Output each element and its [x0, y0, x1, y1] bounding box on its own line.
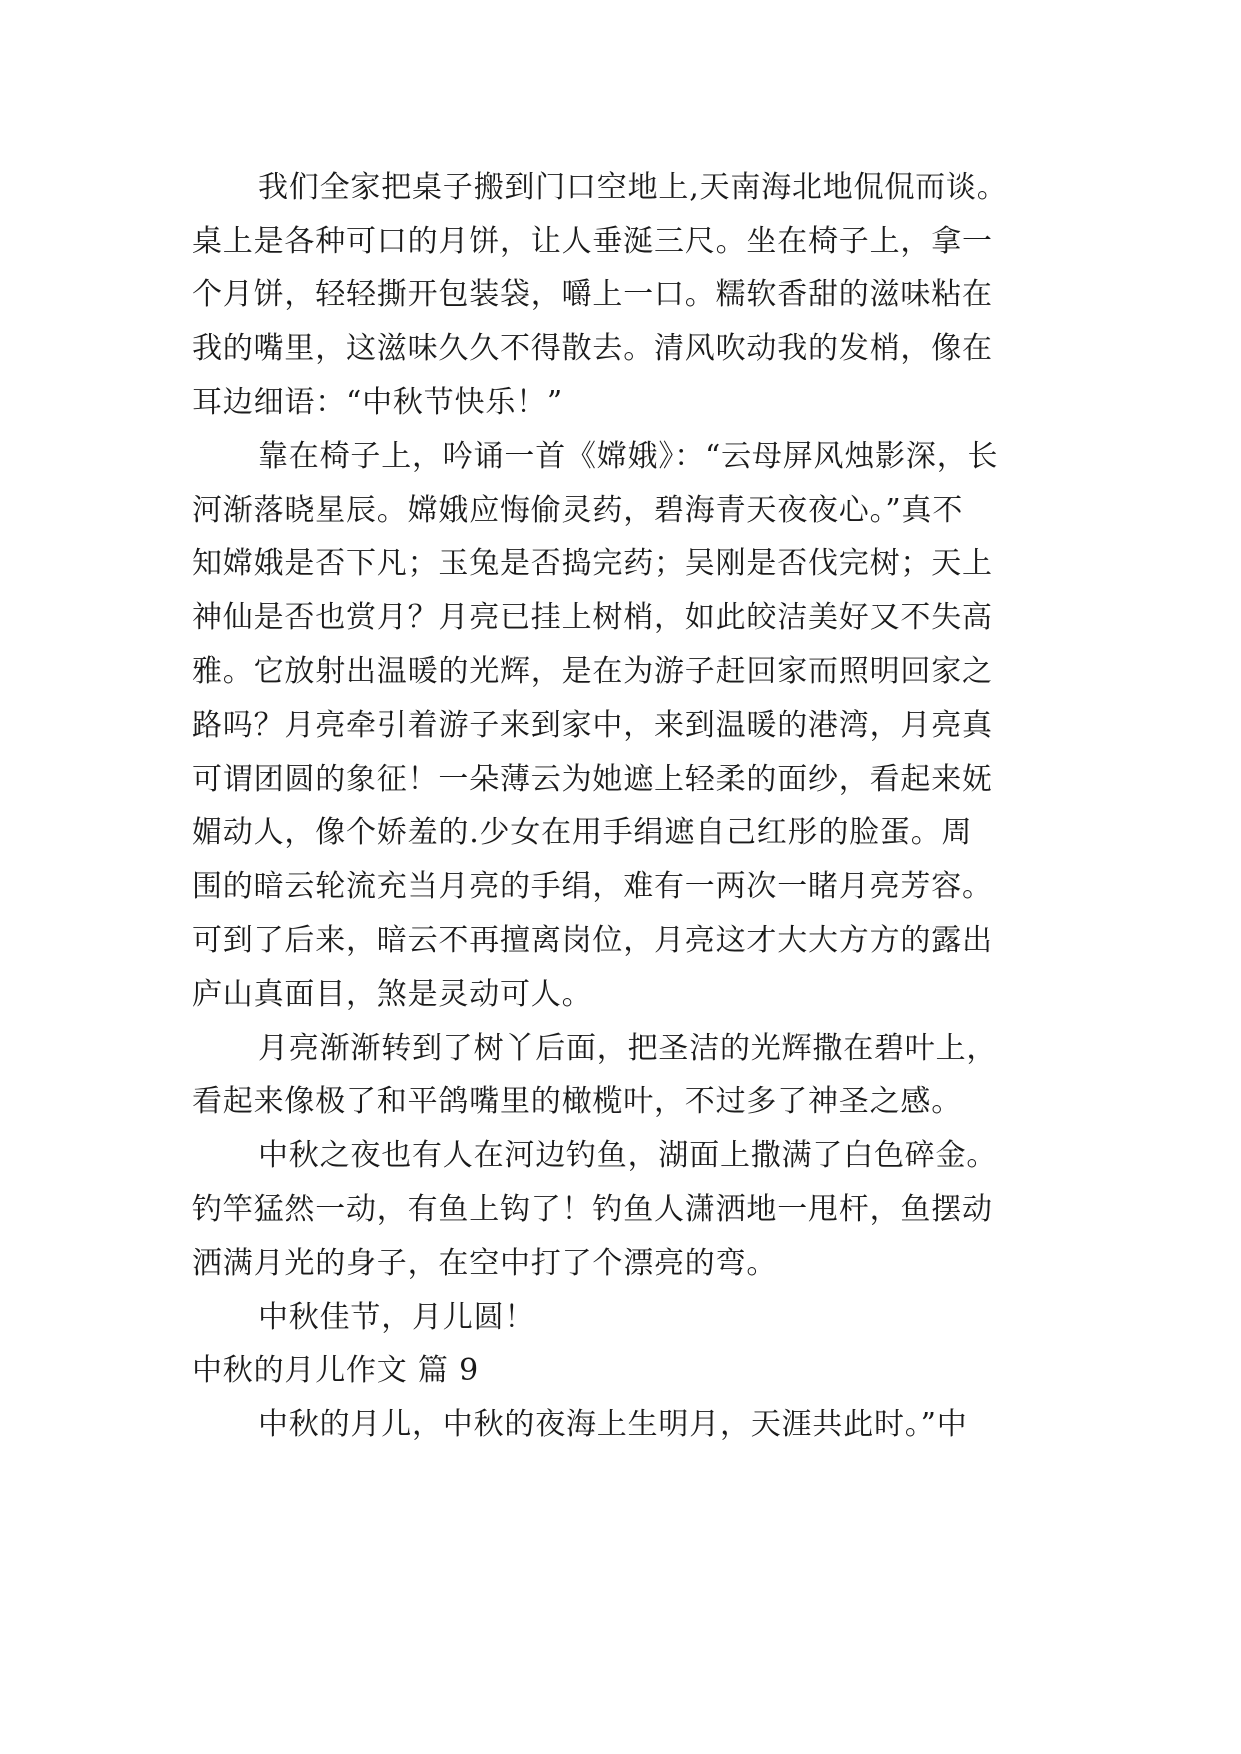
text-line: 围的暗云轮流充当月亮的手绢，难有一两次一睹月亮芳容。: [192, 869, 993, 904]
text-line: 中秋之夜也有人在河边钓鱼，湖面上撒满了白色碎金。: [258, 1138, 998, 1173]
text-line: 知嫦娥是否下凡；玉兔是否捣完药；吴刚是否伐完树；天上: [192, 546, 993, 581]
text-line: 可谓团圆的象征！一朵薄云为她遮上轻柔的面纱，看起来妩: [192, 762, 993, 797]
text-line: 洒满月光的身子，在空中打了个漂亮的弯。: [192, 1246, 778, 1281]
text-line: 河渐落晓星辰。嫦娥应悔偷灵药，碧海青天夜夜心。”真不: [192, 493, 964, 528]
text-line: 中秋佳节，月儿圆！: [258, 1300, 536, 1335]
text-line: 雅。它放射出温暖的光辉，是在为游子赶回家而照明回家之: [192, 654, 993, 689]
text-line: 可到了后来，暗云不再擅离岗位，月亮这才大大方方的露出: [192, 923, 993, 958]
text-line: 中秋的月儿，中秋的夜海上生明月，天涯共此时。”中: [258, 1407, 968, 1442]
text-line: 月亮渐渐转到了树丫后面，把圣洁的光辉撒在碧叶上，: [258, 1031, 998, 1066]
text-line: 个月饼，轻轻撕开包装袋，嚼上一口。糯软香甜的滋味粘在: [192, 277, 993, 312]
section-heading: 中秋的月儿作文 篇 9: [192, 1353, 479, 1388]
text-line: 靠在椅子上，吟诵一首《嫦娥》：“云母屏风烛影深，长: [258, 439, 999, 474]
text-line: 我的嘴里，这滋味久久不得散去。清风吹动我的发梢，像在: [192, 331, 993, 366]
text-line: 桌上是各种可口的月饼，让人垂涎三尺。坐在椅子上，拿一: [192, 224, 993, 259]
text-line: 庐山真面目，煞是灵动可人。: [192, 977, 593, 1012]
text-line: 神仙是否也赏月？月亮已挂上树梢，如此皎洁美好又不失高: [192, 600, 993, 635]
text-line: 耳边细语：“中秋节快乐！”: [192, 385, 564, 420]
text-line: 媚动人，像个娇羞的.少女在用手绢遮自己红彤的脸蛋。周: [192, 815, 973, 850]
text-line: 看起来像极了和平鸽嘴里的橄榄叶，不过多了神圣之感。: [192, 1084, 962, 1119]
text-line: 钓竿猛然一动，有鱼上钩了！钓鱼人潇洒地一甩杆，鱼摆动: [192, 1192, 993, 1227]
text-line: 我们全家把桌子搬到门口空地上,天南海北地侃侃而谈。: [258, 170, 1008, 205]
text-line: 路吗？月亮牵引着游子来到家中，来到温暖的港湾，月亮真: [192, 708, 993, 743]
